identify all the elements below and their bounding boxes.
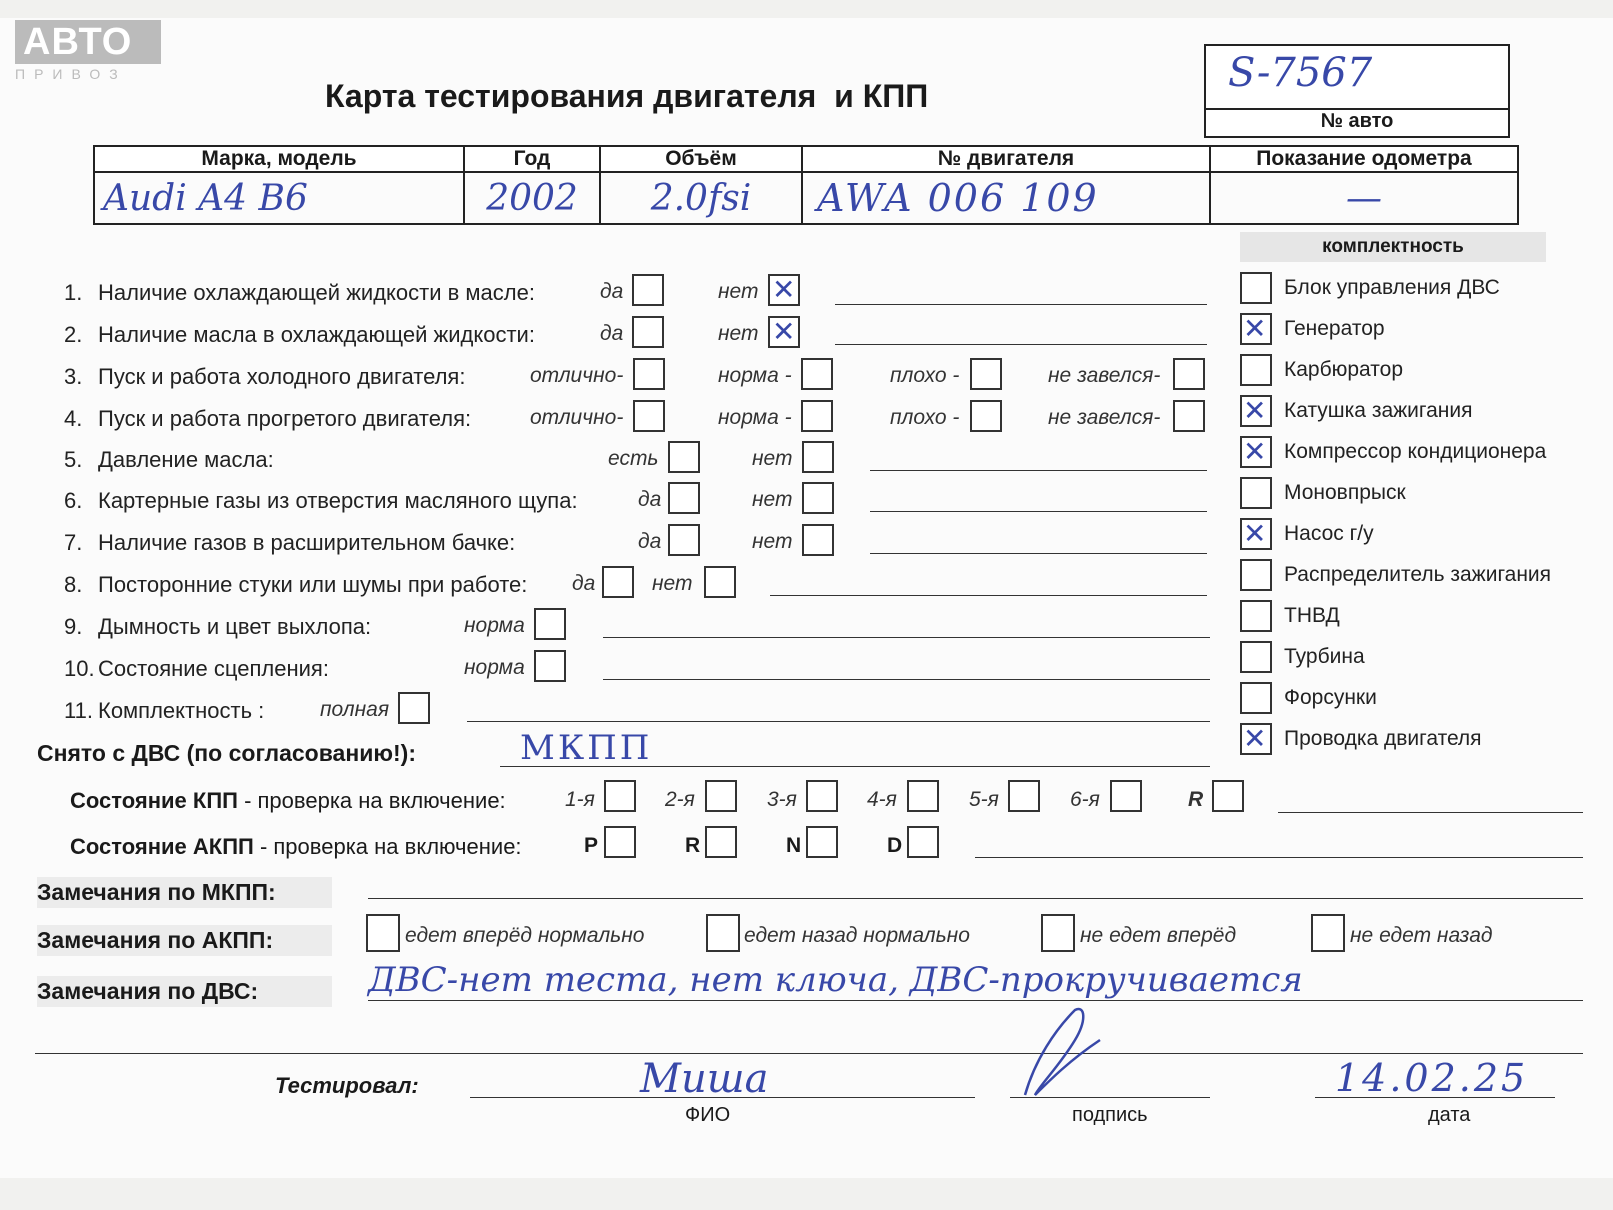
q1-note-line[interactable] bbox=[835, 304, 1207, 305]
kit-monoinjection-checkbox[interactable] bbox=[1240, 477, 1272, 509]
q10-note-line[interactable] bbox=[603, 679, 1210, 680]
q4-label: Пуск и работа прогретого двигателя: bbox=[98, 406, 472, 431]
q9-opt-normal: норма bbox=[464, 614, 525, 637]
fio-caption: ФИО bbox=[685, 1104, 731, 1126]
logo-main: АВТО bbox=[15, 20, 161, 64]
date-caption: дата bbox=[1428, 1104, 1471, 1126]
kit-coil-checkbox[interactable] bbox=[1240, 395, 1272, 427]
q1-label: Наличие охлаждающей жидкости в масле: bbox=[98, 280, 535, 305]
q8-note-line[interactable] bbox=[770, 595, 1207, 596]
q6-no-checkbox[interactable] bbox=[802, 482, 834, 514]
kit-ac-compressor-checkbox[interactable] bbox=[1240, 436, 1272, 468]
q11-label: Комплектность : bbox=[98, 698, 265, 723]
akpp-r-checkbox[interactable] bbox=[705, 826, 737, 858]
q8-label: Посторонние стуки или шумы при работе: bbox=[98, 572, 528, 597]
q1-opt-no: нет bbox=[718, 280, 759, 303]
q9-note-line[interactable] bbox=[603, 637, 1210, 638]
q11-text bbox=[64, 698, 264, 724]
akpp-d-checkbox[interactable] bbox=[907, 826, 939, 858]
q8-number: 8. bbox=[64, 572, 83, 597]
q5-no-checkbox[interactable] bbox=[802, 441, 834, 473]
q8-text bbox=[64, 572, 527, 598]
q4-excellent-checkbox[interactable] bbox=[633, 400, 665, 432]
kit-wiring-checkbox[interactable] bbox=[1240, 723, 1272, 755]
col-volume: Объём bbox=[600, 146, 802, 172]
car-id-box bbox=[1204, 44, 1510, 138]
q6-yes-checkbox[interactable] bbox=[668, 482, 700, 514]
akpp-label-rest: - проверка на включение: bbox=[253, 834, 522, 859]
remarks-dvs-line-2[interactable] bbox=[35, 1053, 1583, 1054]
q5-label: Давление масла: bbox=[98, 447, 274, 472]
removed-label: Снято с ДВС (по согласованию!): bbox=[37, 740, 416, 766]
kit-distributor-label: Распределитель зажигания bbox=[1284, 563, 1552, 586]
akpp-forward-ok-label: едет вперёд нормально bbox=[405, 924, 645, 947]
q6-note-line[interactable] bbox=[870, 511, 1207, 512]
signature-caption: подпись bbox=[1072, 1104, 1148, 1126]
q1-text bbox=[64, 280, 535, 306]
col-engine-number: № двигателя bbox=[802, 146, 1210, 172]
q8-yes-checkbox[interactable] bbox=[602, 566, 634, 598]
q8-opt-yes: да bbox=[572, 572, 596, 595]
q11-number: 11. bbox=[64, 698, 93, 723]
akpp-n-label: N bbox=[786, 834, 802, 857]
q4-opt-normal: норма - bbox=[718, 406, 792, 429]
q4-normal-checkbox[interactable] bbox=[801, 400, 833, 432]
akpp-note-line[interactable] bbox=[975, 857, 1583, 858]
q7-no-checkbox[interactable] bbox=[802, 524, 834, 556]
remarks-mkpp-label: Замечания по МКПП: bbox=[37, 877, 332, 908]
q2-yes-checkbox[interactable] bbox=[632, 316, 664, 348]
akpp-backward-ok-checkbox[interactable] bbox=[706, 914, 740, 952]
akpp-no-forward-checkbox[interactable] bbox=[1041, 914, 1075, 952]
q1-number: 1. bbox=[64, 280, 83, 305]
q3-normal-checkbox[interactable] bbox=[801, 358, 833, 390]
kit-injection-pump-label: ТНВД bbox=[1284, 604, 1340, 627]
q3-opt-excellent: отлично- bbox=[530, 364, 624, 387]
date-value: 14.02.25 bbox=[1335, 1056, 1529, 1100]
q7-text bbox=[64, 530, 515, 556]
akpp-no-forward-label: не едет вперёд bbox=[1080, 924, 1237, 947]
fio-line[interactable] bbox=[470, 1097, 975, 1098]
q4-bad-checkbox[interactable] bbox=[970, 400, 1002, 432]
q7-number: 7. bbox=[64, 530, 83, 555]
akpp-label bbox=[70, 834, 522, 860]
kit-monoinjection-label: Моновпрыск bbox=[1284, 481, 1406, 504]
q6-opt-yes: да bbox=[638, 488, 662, 511]
q7-opt-yes: да bbox=[638, 530, 662, 553]
q10-number: 10. bbox=[64, 656, 95, 681]
q3-number: 3. bbox=[64, 364, 83, 389]
col-year: Год bbox=[464, 146, 600, 172]
engine-number-value: AWA 006 109 bbox=[802, 172, 1210, 224]
car-id-label: № авто bbox=[1320, 110, 1394, 132]
logo bbox=[15, 20, 161, 82]
q4-text bbox=[64, 406, 471, 432]
check-mark-icon: ✕ bbox=[1243, 722, 1267, 755]
tester-name-value: Миша bbox=[640, 1056, 769, 1102]
q7-label: Наличие газов в расширительном бачке: bbox=[98, 530, 516, 555]
q3-bad-checkbox[interactable] bbox=[970, 358, 1002, 390]
check-mark-icon: ✕ bbox=[772, 315, 796, 348]
q8-opt-no: нет bbox=[652, 572, 693, 595]
odometer-value: — bbox=[1210, 172, 1518, 224]
gear-2-checkbox[interactable] bbox=[705, 780, 737, 812]
q6-label: Картерные газы из отверстия масляного щупа: bbox=[98, 488, 578, 513]
remarks-dvs-label: Замечания по ДВС: bbox=[37, 976, 332, 1007]
q3-nostart-checkbox[interactable] bbox=[1173, 358, 1205, 390]
gear-5-checkbox[interactable] bbox=[1008, 780, 1040, 812]
remarks-dvs-line[interactable] bbox=[368, 1000, 1583, 1001]
q4-opt-excellent: отлично- bbox=[530, 406, 624, 429]
signature-icon bbox=[1015, 1000, 1105, 1105]
akpp-no-backward-label: не едет назад bbox=[1350, 924, 1493, 947]
akpp-d-label: D bbox=[887, 834, 903, 857]
q1-opt-yes: да bbox=[600, 280, 624, 303]
q1-yes-checkbox[interactable] bbox=[632, 274, 664, 306]
vehicle-header-table bbox=[93, 145, 1519, 225]
year-value: 2002 bbox=[464, 172, 600, 224]
q9-normal-checkbox[interactable] bbox=[534, 608, 566, 640]
make-model-value: Audi A4 B6 bbox=[94, 172, 464, 224]
q5-yes-checkbox[interactable] bbox=[668, 441, 700, 473]
q4-nostart-checkbox[interactable] bbox=[1173, 400, 1205, 432]
col-make-model: Марка, модель bbox=[94, 146, 464, 172]
check-mark-icon: ✕ bbox=[772, 273, 796, 306]
kit-injection-pump-checkbox[interactable] bbox=[1240, 600, 1272, 632]
q3-excellent-checkbox[interactable] bbox=[633, 358, 665, 390]
q2-note-line[interactable] bbox=[835, 344, 1207, 345]
kit-generator-checkbox[interactable] bbox=[1240, 313, 1272, 345]
kit-ecu-label: Блок управления ДВС bbox=[1284, 276, 1500, 299]
q2-text bbox=[64, 322, 535, 348]
q2-label: Наличие масла в охлаждающей жидкости: bbox=[98, 322, 535, 347]
kit-ac-compressor-label: Компрессор кондиционера bbox=[1284, 440, 1547, 463]
kit-ecu-checkbox[interactable] bbox=[1240, 272, 1272, 304]
remarks-dvs-value: ДВС-нет теста, нет ключа, ДВС-прокручивается bbox=[368, 960, 1303, 1000]
q6-opt-no: нет bbox=[752, 488, 793, 511]
kit-turbine-label: Турбина bbox=[1284, 645, 1365, 668]
akpp-no-backward-checkbox[interactable] bbox=[1311, 914, 1345, 952]
q10-opt-normal: норма bbox=[464, 656, 525, 679]
kit-distributor-checkbox[interactable] bbox=[1240, 559, 1272, 591]
q5-opt-yes: есть bbox=[608, 447, 659, 470]
gear-6-label: 6-я bbox=[1070, 788, 1100, 811]
gear-1-label: 1-я bbox=[565, 788, 595, 811]
akpp-backward-ok-label: едет назад нормально bbox=[744, 924, 970, 947]
remarks-mkpp-line[interactable] bbox=[368, 898, 1583, 899]
logo-sub: ПРИВОЗ bbox=[15, 66, 127, 82]
akpp-r-label: R bbox=[685, 834, 701, 857]
signature-line[interactable] bbox=[1010, 1097, 1210, 1098]
kit-injectors-label: Форсунки bbox=[1284, 686, 1377, 709]
removed-value: МКПП bbox=[520, 728, 653, 768]
q9-number: 9. bbox=[64, 614, 83, 639]
q8-no-checkbox[interactable] bbox=[704, 566, 736, 598]
gear-3-label: 3-я bbox=[767, 788, 797, 811]
kpp-label-bold: Состояние КПП bbox=[70, 788, 238, 813]
kpp-label-rest: - проверка на включение: bbox=[237, 788, 506, 813]
q3-opt-normal: норма - bbox=[718, 364, 792, 387]
q11-note-line[interactable] bbox=[467, 721, 1210, 722]
q9-text bbox=[64, 614, 371, 640]
q10-text bbox=[64, 656, 329, 682]
check-mark-icon: ✕ bbox=[1243, 517, 1267, 550]
q9-label: Дымность и цвет выхлопа: bbox=[98, 614, 372, 639]
kpp-label bbox=[70, 788, 506, 814]
q10-label: Состояние сцепления: bbox=[98, 656, 329, 681]
q1-no-checkbox[interactable] bbox=[768, 274, 800, 306]
date-line[interactable] bbox=[1315, 1097, 1555, 1098]
kit-carburetor-label: Карбюратор bbox=[1284, 358, 1404, 381]
gear-1-checkbox[interactable] bbox=[604, 780, 636, 812]
kit-generator-label: Генератор bbox=[1284, 317, 1385, 340]
check-mark-icon: ✕ bbox=[1243, 312, 1267, 345]
kit-ps-pump-checkbox[interactable] bbox=[1240, 518, 1272, 550]
akpp-p-checkbox[interactable] bbox=[604, 826, 636, 858]
tested-by-label: Тестировал: bbox=[275, 1073, 419, 1098]
q3-label: Пуск и работа холодного двигателя: bbox=[98, 364, 466, 389]
gear-r-checkbox[interactable] bbox=[1212, 780, 1244, 812]
gear-2-label: 2-я bbox=[665, 788, 695, 811]
gear-5-label: 5-я bbox=[969, 788, 999, 811]
gear-4-checkbox[interactable] bbox=[907, 780, 939, 812]
q4-number: 4. bbox=[64, 406, 83, 431]
q4-opt-nostart: не завелся- bbox=[1048, 406, 1161, 429]
check-mark-icon: ✕ bbox=[1243, 435, 1267, 468]
q5-note-line[interactable] bbox=[870, 470, 1207, 471]
q3-text bbox=[64, 364, 465, 390]
kpp-note-line[interactable] bbox=[1278, 812, 1583, 813]
gear-r-label: R bbox=[1188, 788, 1204, 811]
gear-3-checkbox[interactable] bbox=[806, 780, 838, 812]
q5-number: 5. bbox=[64, 447, 83, 472]
q2-opt-yes: да bbox=[600, 322, 624, 345]
kit-turbine-checkbox[interactable] bbox=[1240, 641, 1272, 673]
q7-note-line[interactable] bbox=[870, 553, 1207, 554]
q7-yes-checkbox[interactable] bbox=[668, 524, 700, 556]
q2-opt-no: нет bbox=[718, 322, 759, 345]
q3-opt-bad: плохо - bbox=[890, 364, 960, 387]
akpp-forward-ok-checkbox[interactable] bbox=[366, 914, 400, 952]
page-title: Карта тестирования двигателя и КПП bbox=[325, 78, 929, 114]
kit-wiring-label: Проводка двигателя bbox=[1284, 727, 1482, 750]
q10-normal-checkbox[interactable] bbox=[534, 650, 566, 682]
header-row bbox=[94, 146, 1518, 172]
q2-number: 2. bbox=[64, 322, 83, 347]
akpp-n-checkbox[interactable] bbox=[806, 826, 838, 858]
q5-opt-no: нет bbox=[752, 447, 793, 470]
removed-line[interactable] bbox=[500, 766, 1210, 767]
remarks-akpp-label: Замечания по АКПП: bbox=[37, 925, 332, 956]
col-odometer: Показание одометра bbox=[1210, 146, 1518, 172]
q4-opt-bad: плохо - bbox=[890, 406, 960, 429]
kit-coil-label: Катушка зажигания bbox=[1284, 399, 1473, 422]
kit-ps-pump-label: Насос г/у bbox=[1284, 522, 1374, 545]
q5-text bbox=[64, 447, 274, 473]
volume-value: 2.0fsi bbox=[600, 172, 802, 224]
car-id-value: S-7567 bbox=[1228, 50, 1373, 96]
q7-opt-no: нет bbox=[752, 530, 793, 553]
gear-4-label: 4-я bbox=[867, 788, 897, 811]
q6-number: 6. bbox=[64, 488, 83, 513]
gear-6-checkbox[interactable] bbox=[1110, 780, 1142, 812]
check-mark-icon: ✕ bbox=[1243, 394, 1267, 427]
kit-injectors-checkbox[interactable] bbox=[1240, 682, 1272, 714]
q3-opt-nostart: не завелся- bbox=[1048, 364, 1161, 387]
q6-text bbox=[64, 488, 578, 514]
q2-no-checkbox[interactable] bbox=[768, 316, 800, 348]
akpp-p-label: P bbox=[584, 834, 599, 857]
q11-full-checkbox[interactable] bbox=[398, 692, 430, 724]
value-row bbox=[94, 172, 1518, 224]
akpp-label-bold: Состояние АКПП bbox=[70, 834, 254, 859]
kit-carburetor-checkbox[interactable] bbox=[1240, 354, 1272, 386]
q11-opt-full: полная bbox=[320, 698, 390, 721]
kit-title: комплектность bbox=[1240, 232, 1546, 262]
